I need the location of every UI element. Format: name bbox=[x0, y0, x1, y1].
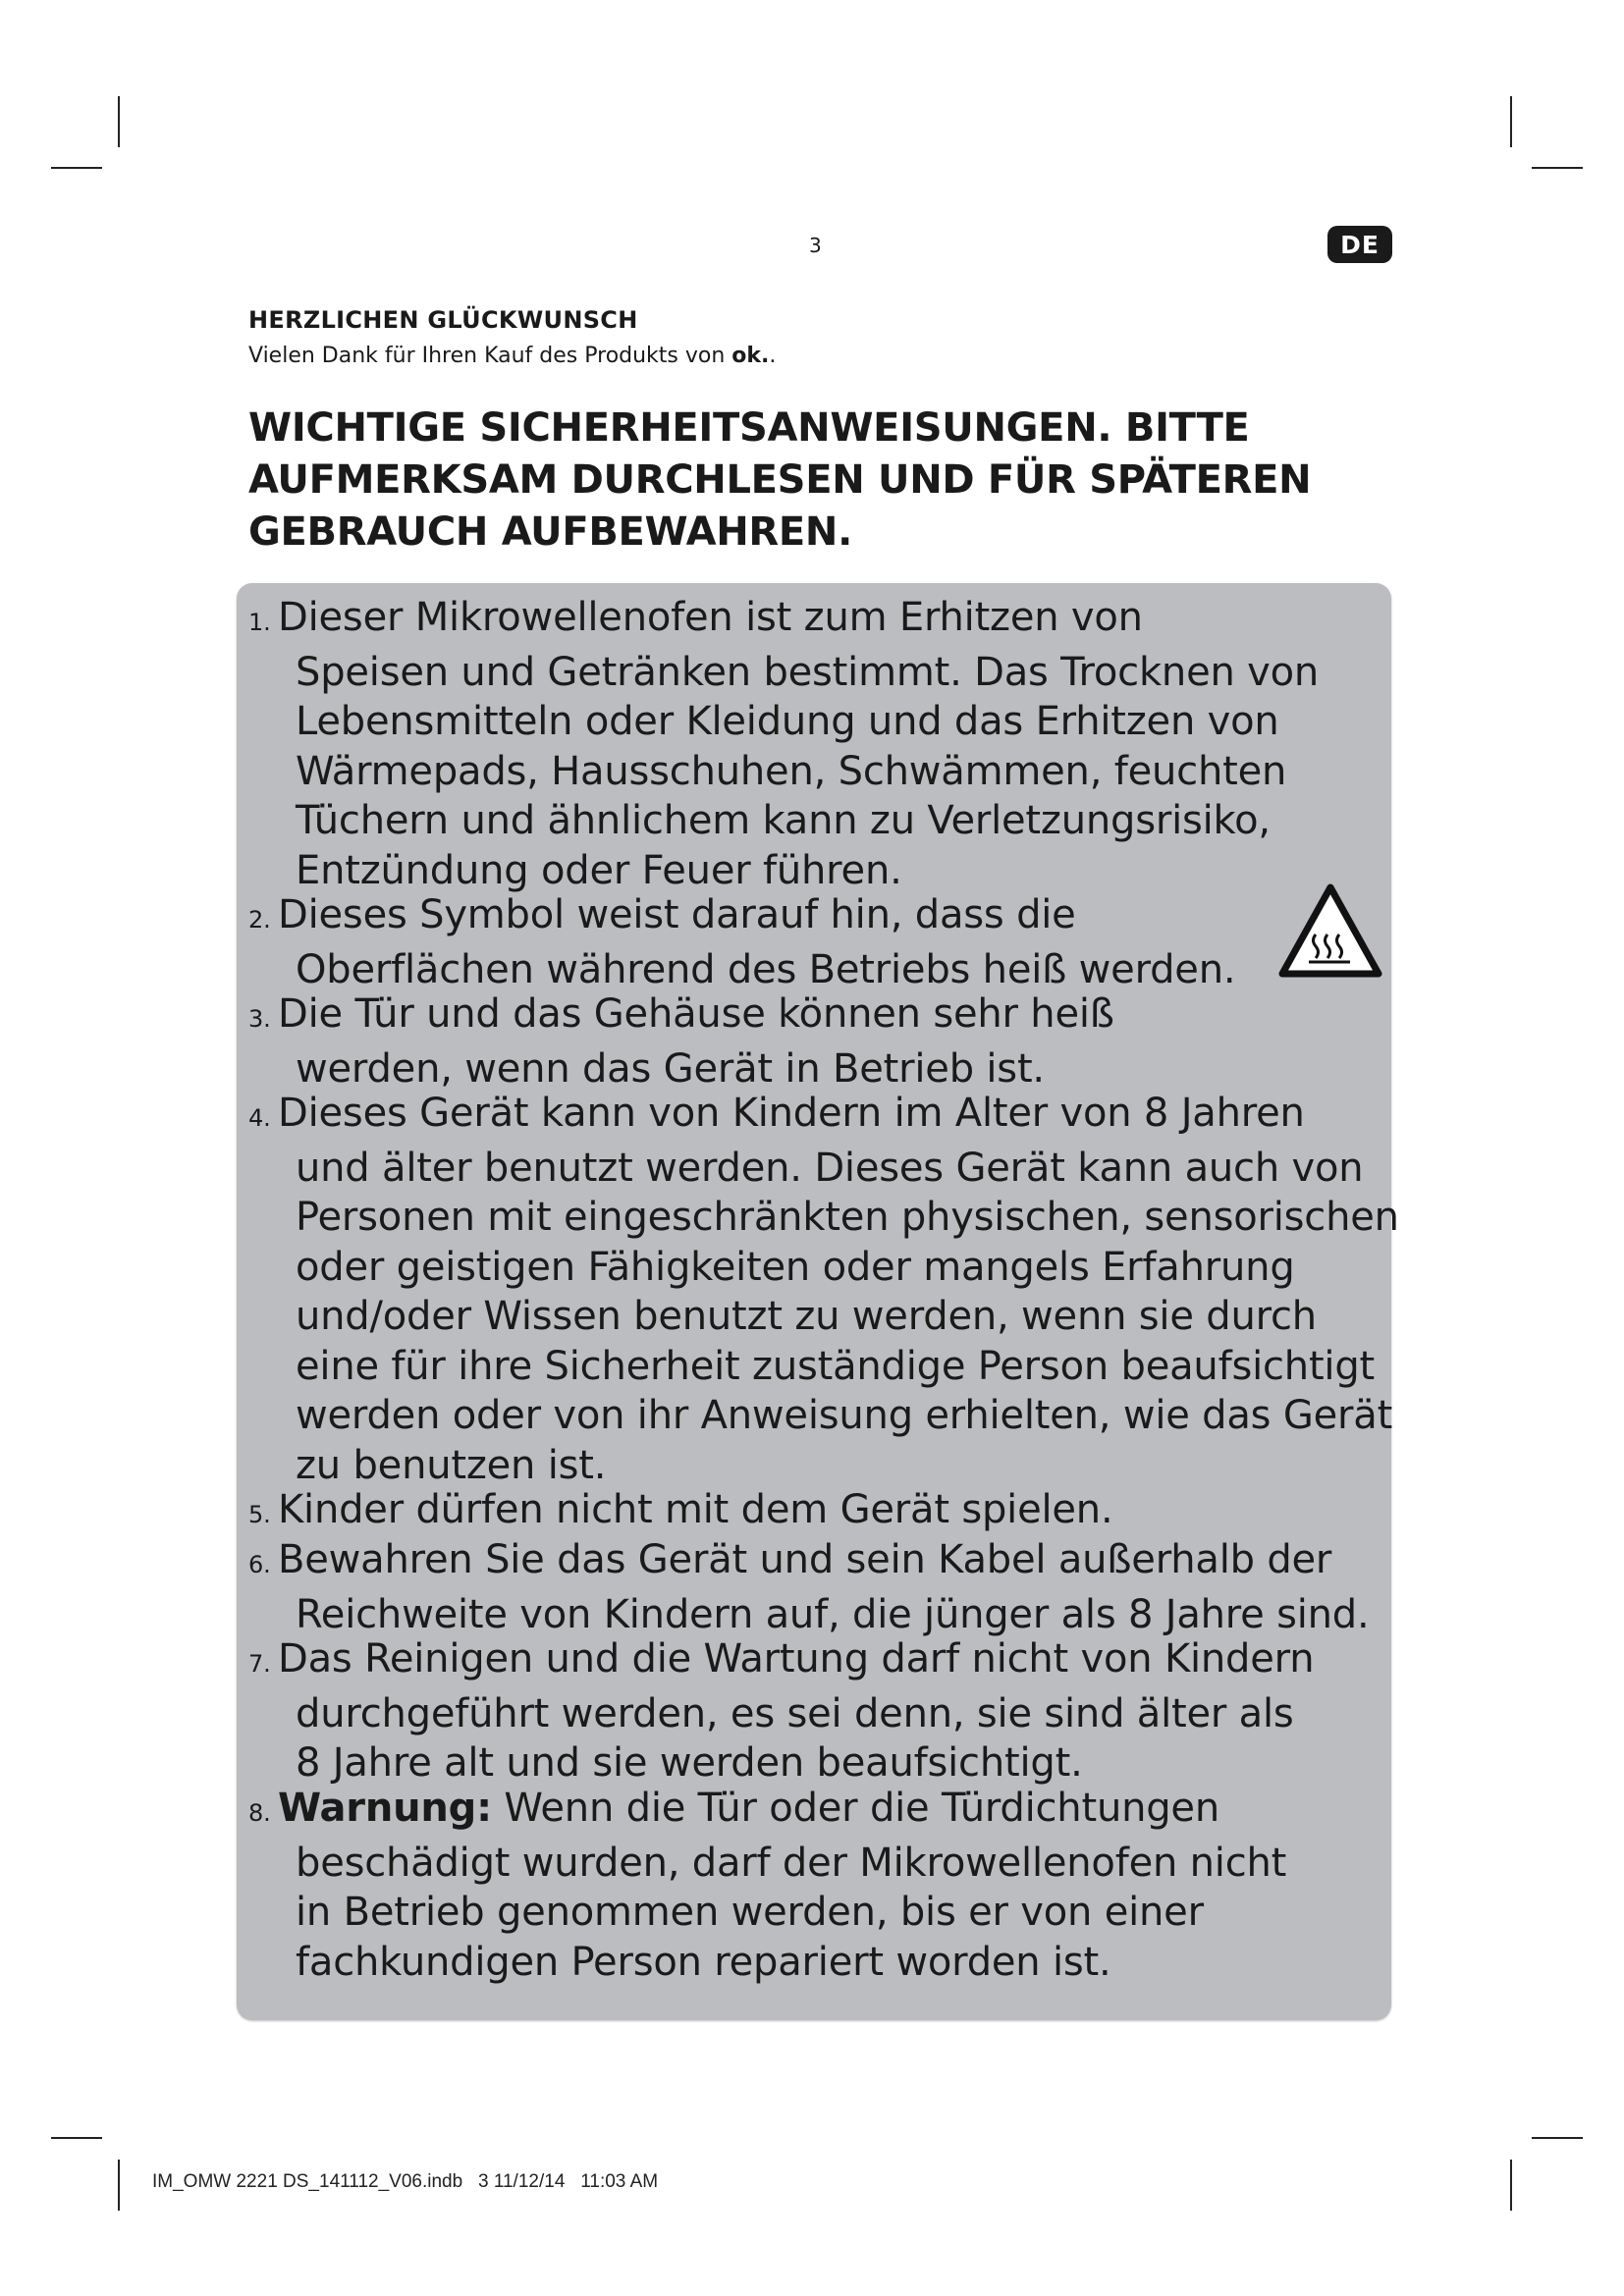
congrats-text-prefix: Vielen Dank für Ihren Kauf des Produkts von bbox=[248, 344, 732, 368]
item-number: 8. bbox=[248, 1799, 271, 1827]
item-number: 2. bbox=[248, 906, 271, 934]
heading-line: WICHTIGE SICHERHEITSANWEISUNGEN. BITTE bbox=[248, 405, 1250, 451]
item-number: 4. bbox=[248, 1104, 271, 1132]
item-line: fachkundigen Person repariert worden ist. bbox=[296, 1939, 1111, 1985]
item-line: in Betrieb genommen werden, bis er von einer bbox=[296, 1890, 1204, 1935]
crop-mark bbox=[1510, 2160, 1512, 2211]
safety-item-1 bbox=[248, 593, 1387, 895]
item-line: Speisen und Getränken bestimmt. Das Trocknen von bbox=[296, 649, 1320, 695]
crop-mark bbox=[1510, 96, 1512, 147]
crop-mark bbox=[118, 2160, 120, 2211]
hot-surface-warning-icon bbox=[1276, 881, 1384, 980]
item-number: 3. bbox=[248, 1005, 271, 1033]
safety-item-8 bbox=[248, 1784, 1387, 1987]
item-line: Reichweite von Kindern auf, die jünger als 8 Jahre sind. bbox=[296, 1591, 1370, 1637]
item-line: Bewahren Sie das Gerät und sein Kabel außerhalb der bbox=[278, 1537, 1332, 1582]
page-number: 3 bbox=[809, 234, 822, 257]
congrats-title: HERZLICHEN GLÜCKWUNSCH bbox=[248, 306, 638, 334]
item-line: Lebensmitteln oder Kleidung und das Erhitzen von bbox=[296, 699, 1279, 744]
safety-item-5 bbox=[248, 1485, 1387, 1540]
warning-label: Warnung: bbox=[278, 1786, 492, 1831]
item-number: 5. bbox=[248, 1501, 271, 1528]
congrats-text-suffix: . bbox=[769, 344, 777, 368]
item-line: Dieser Mikrowellenofen ist zum Erhitzen von bbox=[278, 595, 1143, 640]
item-line: beschädigt wurden, darf der Mikrowellenofen nicht bbox=[296, 1840, 1287, 1886]
item-line: 8 Jahre alt und sie werden beaufsichtigt. bbox=[296, 1740, 1083, 1786]
crop-mark bbox=[1532, 2137, 1583, 2139]
item-line: und/oder Wissen benutzt zu werden, wenn sie durch bbox=[296, 1294, 1317, 1339]
crop-mark bbox=[51, 167, 102, 169]
item-line: Tüchern und ähnlichem kann zu Verletzungsrisiko, bbox=[296, 798, 1271, 843]
item-line: Entzündung oder Feuer führen. bbox=[296, 847, 902, 893]
item-line: und älter benutzt werden. Dieses Gerät kann auch von bbox=[296, 1145, 1364, 1191]
item-line: Dieses Symbol weist darauf hin, dass die bbox=[278, 892, 1076, 937]
print-footer: IM_OMW 2221 DS_141112_V06.indb 3 11/12/14 11:03 AM bbox=[152, 2171, 659, 2192]
item-line: Wenn die Tür oder die Türdichtungen bbox=[491, 1786, 1219, 1831]
safety-item-7 bbox=[248, 1634, 1387, 1789]
heading-line: GEBRAUCH AUFBEWAHREN. bbox=[248, 509, 853, 555]
crop-mark bbox=[118, 96, 120, 147]
item-number: 6. bbox=[248, 1551, 271, 1578]
item-line: werden, wenn das Gerät in Betrieb ist. bbox=[296, 1045, 1045, 1092]
item-line: Die Tür und das Gehäuse können sehr heiß bbox=[278, 991, 1114, 1037]
safety-item-6 bbox=[248, 1535, 1387, 1639]
item-number: 7. bbox=[248, 1650, 271, 1678]
item-line: Kinder dürfen nicht mit dem Gerät spielen. bbox=[278, 1487, 1113, 1532]
language-badge: DE bbox=[1327, 226, 1392, 263]
item-line: werden oder von ihr Anweisung erhielten, wie das Gerät bbox=[296, 1393, 1393, 1438]
safety-heading bbox=[248, 402, 1358, 559]
crop-mark bbox=[1532, 167, 1583, 169]
item-line: Oberflächen während des Betriebs heiß werden. bbox=[296, 946, 1236, 992]
item-line: Personen mit eingeschränkten physischen, sensorischen bbox=[296, 1195, 1399, 1240]
item-line: eine für ihre Sicherheit zuständige Person beaufsichtigt bbox=[296, 1343, 1376, 1389]
heading-line: AUFMERKSAM DURCHLESEN UND FÜR SPÄTEREN bbox=[248, 457, 1312, 503]
brand-name: ok. bbox=[731, 344, 770, 368]
safety-item-2 bbox=[248, 890, 1387, 994]
safety-item-4 bbox=[248, 1089, 1399, 1490]
item-line: durchgeführt werden, es sei denn, sie sind älter als bbox=[296, 1690, 1294, 1736]
item-number: 1. bbox=[248, 609, 271, 636]
item-line: zu benutzen ist. bbox=[296, 1442, 607, 1488]
item-line: Dieses Gerät kann von Kindern im Alter von 8 Jahren bbox=[278, 1091, 1305, 1136]
item-line: Wärmepads, Hausschuhen, Schwämmen, feuchten bbox=[296, 748, 1287, 794]
safety-item-3 bbox=[248, 989, 1387, 1094]
item-line: oder geistigen Fähigkeiten oder mangels Erfahrung bbox=[296, 1244, 1295, 1290]
item-line: Das Reinigen und die Wartung darf nicht von Kindern bbox=[278, 1636, 1315, 1682]
crop-mark bbox=[51, 2137, 102, 2139]
congrats-text bbox=[248, 344, 776, 368]
